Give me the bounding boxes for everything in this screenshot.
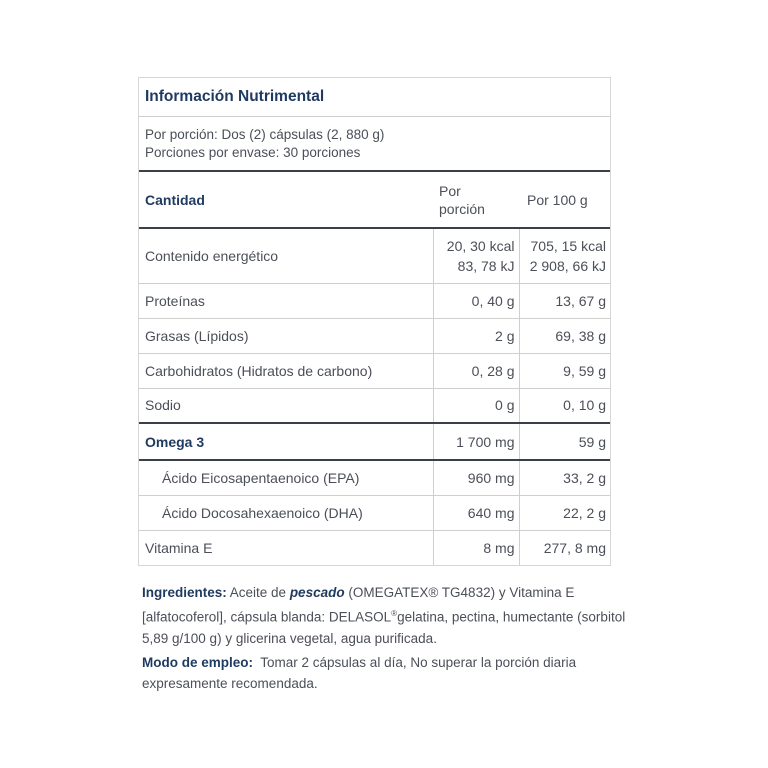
header-por-100g: Por 100 g [519,172,610,228]
row-per100: 33, 2 g [519,460,610,495]
row-per100: 277, 8 mg [519,530,610,565]
row-label: Vitamina E [145,539,213,556]
ingredients-emphasis: pescado [289,585,345,600]
row-label: Carbohidratos (Hidratos de carbono) [139,353,433,388]
row-per100: 9, 59 g [519,353,610,388]
row-per100 [519,228,610,283]
nutrition-table [139,172,610,565]
usage-text: Tomar 2 cápsulas al día, No superar la porción diaria expresamente recomendada. [142,655,580,691]
table-row [139,530,610,565]
row-portion [433,228,519,283]
header-por-porcion-line2: porción [439,200,485,217]
ingredients-text-1: Aceite de [226,585,290,600]
header-por-porcion-line1: Por [439,182,461,199]
row-portion: 2 g [433,318,519,353]
usage-paragraph [142,652,642,694]
usage-label: Modo de empleo: [142,655,253,670]
energy-kj-portion: 83, 78 kJ [457,257,515,274]
row-per100: 0, 10 g [519,388,610,423]
energy-kcal-per100: 705, 15 kcal [530,237,606,254]
row-per100: 13, 67 g [519,283,610,318]
row-portion: 0, 28 g [433,353,519,388]
energy-kcal-portion: 20, 30 kcal [446,237,515,254]
serving-size: Por porción: Dos (2) cápsulas (2, 880 g) [145,127,385,142]
registered-mark: ® [391,609,398,618]
table-row [139,228,610,283]
serving-info [139,117,610,172]
table-row [139,283,610,318]
row-label: Ácido Docosahexaenoico (DHA) [139,495,433,530]
row-per100: 22, 2 g [519,495,610,530]
row-label: Omega 3 [139,423,433,460]
row-portion: 640 mg [433,495,519,530]
row-label: Grasas (Lípidos) [139,318,433,353]
row-per100: 59 g [519,423,610,460]
table-row [139,388,610,423]
row-portion: 1 700 mg [433,423,519,460]
header-cantidad: Cantidad [139,172,433,228]
row-per100: 69, 38 g [519,318,610,353]
servings-per-container: Porciones por envase: 30 porciones [145,145,361,160]
table-row [139,495,610,530]
ingredients-text-2: (OMEGATEX® TG4832) y Vitamina E [alfatocoferol], cápsula blanda: DELASOL [142,585,575,625]
ingredients-text-3: gelatina, pectina, humectante (sorbitol 5,89 g/100 g) y glicerina vegetal, agua purificada. [142,609,626,646]
row-label: Contenido energético [139,228,433,283]
row-portion: 0 g [433,388,519,423]
row-portion: 8 mg [433,530,519,565]
ingredients-paragraph [142,582,642,649]
row-label: Proteínas [139,283,433,318]
energy-kj-per100: 2 908, 66 kJ [529,257,606,274]
panel-title: Información Nutrimental [139,78,610,117]
ingredients-label: Ingredientes: [142,585,227,600]
table-row [139,460,610,495]
nutrition-facts-panel [138,77,611,566]
row-portion: 0, 40 g [433,283,519,318]
table-row [139,318,610,353]
table-header-row [139,172,610,228]
row-portion: 960 mg [433,460,519,495]
header-por-porcion [433,172,519,228]
table-row [139,423,610,460]
table-row [139,353,610,388]
row-label: Sodio [139,388,433,423]
row-label: Ácido Eicosapentaenoico (EPA) [139,460,433,495]
